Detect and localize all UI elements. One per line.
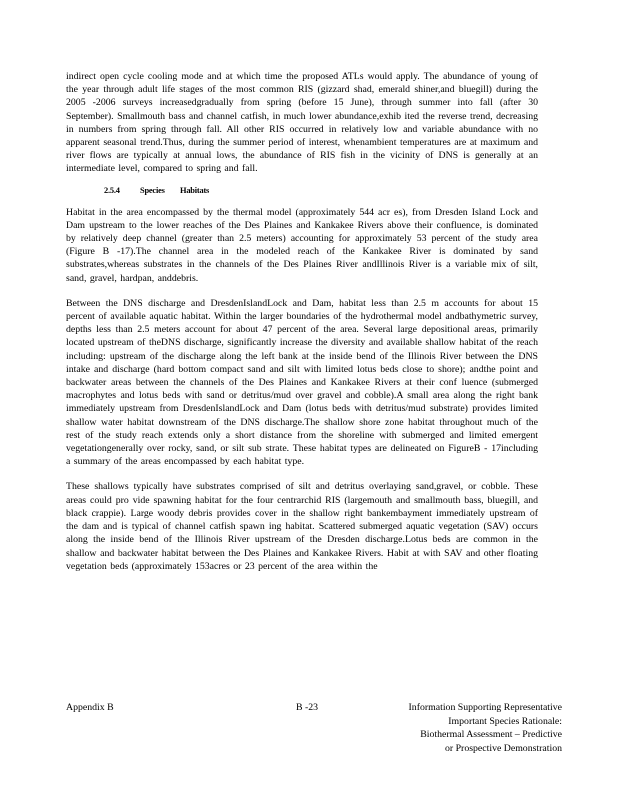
paragraph-substrates: These shallows typically have substrates comprised of silt and detritus overlaying sand,gravel, or cobble. These areas could pro vide spawning habitat for the four centrarchid RIS (largemouth and smallmouth bass, bluegill, and black crappie). Large woody debris provides cover in the shallow right bankembayment immediately upstream of the dam and is typical of channel catfish spawn ing habitat. Scattered submerged aquatic vegetation (SAV) occurs along the inside bend of the Illinois River upstream of the Dresden discharge.Lotus beds are common in the shallow and backwater habitat between the Des Plaines and Kankakee Rivers. Habit at with SAV and other floating vegetation beds (approximately 153acres or 23 percent of the area within the [66,481,538,572]
paragraph-shallow-habitat: Between the DNS discharge and DresdenIslandLock and Dam, habitat less than 2.5 m accounts for about 15 percent of available aquatic habitat. Within the larger boundaries of the hydrothermal model andbathymetric survey, depths less than 2.5 meters account for about 47 percent of the area. Several large depositional areas, primarily located upstream of theDNS discharge, significantly increase the diversity and available shallow habitat of the reach including: upstream of the discharge along the left bank at the inside bend of the Illinois River between the DNS intake and discharge (hard bottom compact sand and silt with limited lotus beds close to shore); andthe point and backwater areas between the channels of the Des Plaines and Kankakee Rivers at their conf luence (submerged macrophytes and lotus beds with sand or detritus/mud over gravel and cobble).A small area along the right bank immediately upstream from DresdenIslandLock and Dam (lotus beds with detritus/mud substrate) provides limited shallow water habitat downstream of the DNS discharge.The shallow shore zone habitat throughout much of the rest of the study reach extends only a short distance from the shoreline with submerged and limited emergent vegetationgenerally over rocky, sand, or silt sub strate. These habitat types are delineated on FigureB - 17including a summary of the areas encompassed by each habitat type. [66,297,538,468]
footer-page-number: B -23 [296,702,319,713]
section-title-word-2: Habitats [180,185,210,195]
section-number: 2.5.4 [104,185,120,195]
footer-title-line-2: Important Species Rationale: [448,715,562,727]
section-title-word-1: Species [140,185,165,195]
document-body [66,70,538,585]
footer-title-line-1: Information Supporting Representative [408,702,562,713]
footer-title-line-3: Biothermal Assessment – Predictive [420,729,562,740]
paragraph-habitat-area: Habitat in the area encompassed by the thermal model (approximately 544 acr es), from Dresden Island Lock and Dam upstream to the lower reaches of the Des Plaines and Kankakee Rivers above their confluence, is dominated by relatively deep channel (greater than 2.5 meters) accounting for approximately 53 percent of the study area (Figure B -17).The channel area in the modeled reach of the Kankakee River is dominated by sand substrates,whereas substrates in the channels of the Des Plaines River andIllinois River is a variable mix of silt, sand, gravel, hardpan, anddebris. [66,206,538,284]
paragraph-seasonal-abundance: indirect open cycle cooling mode and at which time the proposed ATLs would apply. The abundance of young of the year through adult life stages of the most common RIS (gizzard shad, emerald shiner,and bluegill) during the 2005 -2006 surveys increasedgradually from spring (before 15 June), through summer into fall (after 30 September). Smallmouth bass and channel catfish, in much lower abundance,exhib ited the reverse trend, decreasing in numbers from spring through fall. All other RIS occurred in relatively low and variable abundance with no apparent seasonal trend.Thus, during the summer period of interest, whenambient temperatures are at maximum and river flows are typically at annual lows, the abundance of RIS fish in the vicinity of DNS is generally at an intermediate level, compared to spring and fall. [66,71,538,175]
footer-appendix: Appendix B [66,702,114,713]
footer-document-title [362,701,562,755]
section-heading [104,186,538,195]
footer-title-line-4: or Prospective Demonstration [445,742,562,754]
